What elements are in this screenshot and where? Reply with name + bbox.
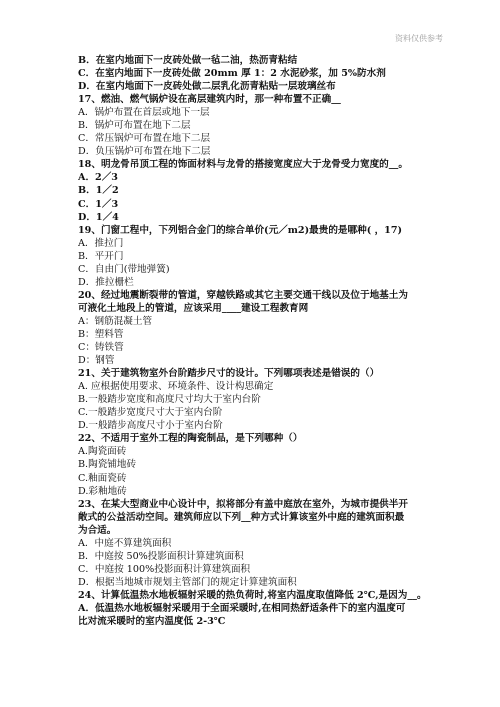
text-line: C.釉面瓷砖 bbox=[78, 472, 127, 484]
text-line: 19、门窗工程中，下列铝合金门的综合单价(元／m2)最贵的是哪种( ，17) bbox=[78, 224, 403, 236]
text-line: B．中庭按 50%投影面积计算建筑面积 bbox=[78, 550, 244, 562]
text-line: A．推拉门 bbox=[78, 237, 124, 249]
text-line: D．推拉栅栏 bbox=[78, 276, 134, 288]
text-line: B.一般踏步宽度和高度尺寸均大于室内台阶 bbox=[78, 394, 261, 406]
text-line: 可液化土地段上的管道，应该采用____建设工程教育网 bbox=[78, 302, 309, 314]
text-line: C．1／3 bbox=[78, 198, 119, 210]
text-line: D．在室内地面下一皮砖处做二层乳化沥青粘贴一层玻璃丝布 bbox=[78, 81, 336, 93]
text-line: A．2／3 bbox=[78, 172, 118, 184]
text-line: B．在室内地面下一皮砖处做一毡二油，热沥青粘结 bbox=[78, 55, 298, 66]
text-line: B：塑料管 bbox=[78, 328, 124, 340]
page-header: 资料仅供参考 bbox=[395, 34, 443, 43]
text-line: B．平开门 bbox=[78, 250, 124, 262]
text-line: 20、经过地震断裂带的管道，穿越铁路或其它主要交通干线以及位于地基土为 bbox=[78, 289, 408, 301]
text-line: 17、燃油、燃气锅炉设在高层建筑内时，那一种布置不正确__ bbox=[78, 94, 341, 106]
text-line: A．锅炉布置在首层或地下一层 bbox=[78, 107, 210, 119]
text-line: A．中庭不算建筑面积 bbox=[78, 537, 172, 549]
text-line: 24、计算低温热水地板辐射采暖的热负荷时,将室内温度取值降低 2℃,是因为__。 bbox=[78, 589, 427, 601]
text-line: 23、在某大型商业中心设计中，拟将部分有盖中庭放在室外，为城市提供半开 bbox=[78, 498, 408, 510]
text-line: B．1／2 bbox=[78, 185, 119, 197]
text-line: D．1／4 bbox=[78, 211, 119, 223]
text-line: C：铸铁管 bbox=[78, 342, 124, 354]
text-line: 敞式的公益活动空间。建筑师应以下列__种方式计算该室外中庭的建筑面积最 bbox=[78, 511, 405, 523]
text-line: A. 应根据使用要求、环境条件、设计构思确定 bbox=[78, 381, 274, 393]
text-line: C．自由门(带地弹簧) bbox=[78, 263, 170, 275]
document-body bbox=[78, 54, 448, 628]
text-line: D.彩釉地砖 bbox=[78, 485, 127, 497]
text-line: D.一般踏步高度尺寸小于室内台阶 bbox=[78, 420, 223, 432]
text-line: C.一般踏步宽度尺寸大于室内台阶 bbox=[78, 407, 223, 419]
text-line: D：钢管 bbox=[78, 355, 115, 367]
text-line: 18、明龙骨吊顶工程的饰面材料与龙骨的搭接宽度应大于龙骨受力宽度的__。 bbox=[78, 159, 408, 171]
text-line: 比对流采暖时的室内温度低 2-3℃ bbox=[78, 616, 226, 628]
text-line: C．常压锅炉可布置在地下二层 bbox=[78, 133, 211, 145]
text-line: 为合适。 bbox=[78, 524, 117, 536]
text-line: D．根据当地城市规划主管部门的规定计算建筑面积 bbox=[78, 576, 297, 588]
text-line: B.陶瓷铺地砖 bbox=[78, 459, 137, 471]
text-line: D．负压锅炉可布置在地下二层 bbox=[78, 146, 211, 158]
text-line: C．中庭按 100%投影面积计算建筑面积 bbox=[78, 563, 251, 575]
text-line: A：钢筋混凝土管 bbox=[78, 315, 153, 327]
text-line: 22、不适用于室外工程的陶瓷制品，是下列哪种（） bbox=[78, 433, 303, 445]
text-line: 21、关于建筑物室外台阶踏步尺寸的设计。下列哪项表述是错误的（） bbox=[78, 368, 380, 380]
text-line: A．低温热水地板辐射采暖用于全面采暖时,在相同热舒适条件下的室内温度可 bbox=[78, 602, 406, 614]
text-line: C．在室内地面下一皮砖处做 20mm 厚 1：2 水泥砂浆，加 5%防水剂 bbox=[78, 68, 386, 80]
text-line: B．锅炉可布置在地下二层 bbox=[78, 120, 191, 132]
text-line: A.陶瓷面砖 bbox=[78, 446, 127, 458]
